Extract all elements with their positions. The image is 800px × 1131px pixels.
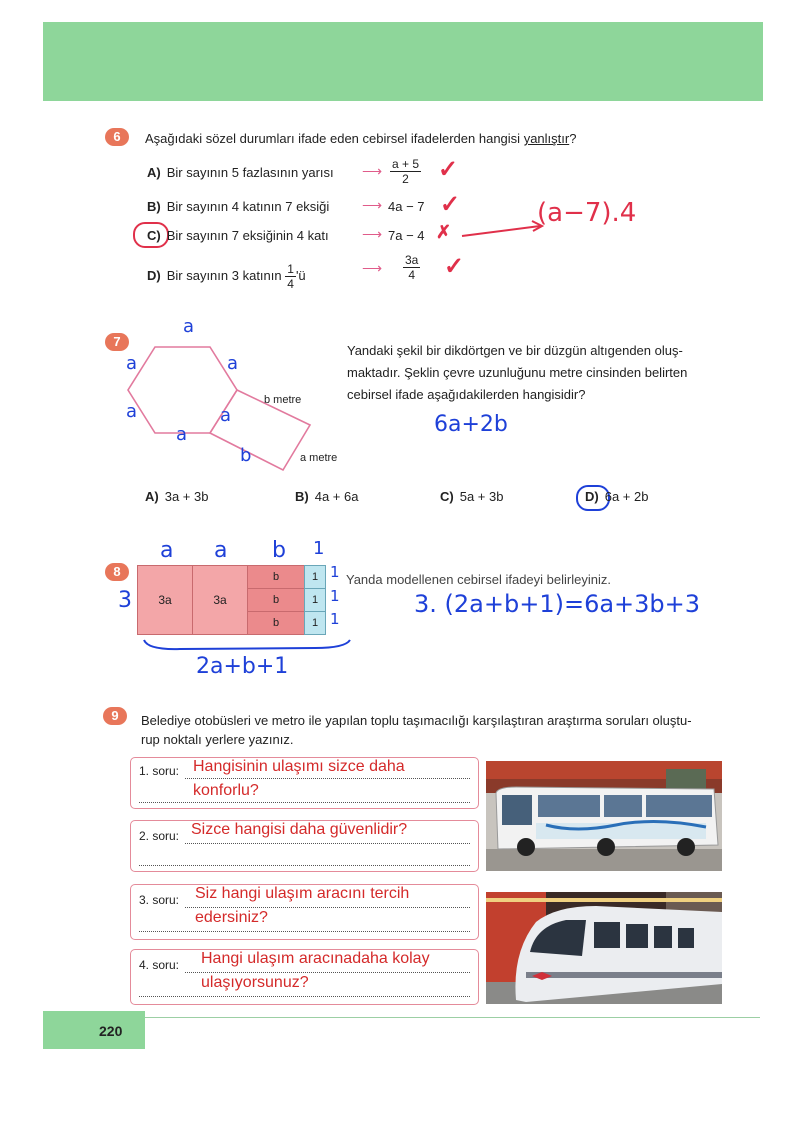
question-6-qmark: ?	[569, 131, 577, 146]
q6-a-expression	[390, 157, 421, 186]
check-icon: ✓	[444, 253, 465, 280]
cross-icon: ✗	[436, 222, 452, 242]
soru-answer-line-2: konforlu?	[193, 782, 259, 799]
q7-hand-answer: 6a+2b	[434, 412, 508, 437]
soru-answer-line-2: edersiniz?	[195, 909, 268, 926]
soru-answer-line-1: Hangisinin ulaşımı sizce daha	[193, 758, 405, 775]
dotted-line	[185, 843, 470, 844]
question-6-emphasis: yanlıştır	[523, 131, 570, 146]
frac-numerator: 1	[287, 262, 294, 276]
question-6-text	[145, 131, 576, 146]
tile-b: b	[247, 588, 305, 612]
option-text: Bir sayının 3 katının	[166, 267, 282, 283]
q6-option-c	[147, 228, 329, 243]
hand-label: a	[220, 405, 232, 426]
hand-right-label: 1	[330, 587, 340, 605]
q7-option-c	[440, 489, 503, 504]
soru-box-2[interactable]	[130, 820, 479, 872]
option-letter: A)	[147, 165, 161, 180]
option-letter: C)	[440, 489, 454, 504]
soru-label: 2. soru:	[139, 829, 180, 843]
tile-1: 1	[304, 611, 326, 635]
question-9-text	[141, 711, 741, 749]
text-line: maktadır. Şeklin çevre uzunluğunu metre cinsinden belirten	[347, 365, 688, 380]
frac-denominator: 4	[287, 277, 294, 291]
hand-top-label: a	[160, 538, 174, 563]
soru-box-3[interactable]	[130, 884, 479, 940]
hand-top-label: b	[272, 538, 286, 563]
soru-box-1[interactable]	[130, 757, 479, 809]
dotted-line	[139, 802, 470, 803]
hand-bottom-label: 2a+b+1	[196, 654, 289, 679]
option-letter: B)	[295, 489, 309, 504]
hand-label: a	[183, 316, 195, 337]
question-7-badge: 7	[105, 333, 129, 351]
dotted-line	[139, 865, 470, 866]
option-letter: C)	[147, 228, 161, 243]
frac-denominator: 4	[408, 268, 416, 282]
soru-answer-line-2: ulaşıyorsunuz?	[201, 974, 309, 991]
soru-answer-line-1: Hangi ulaşım aracınadaha kolay	[201, 950, 430, 967]
soru-answer-line-1: Sizce hangisi daha güvenlidir?	[191, 821, 408, 838]
option-text: 3a + 3b	[164, 489, 209, 504]
tile-b: b	[247, 565, 305, 589]
q6-d-expression	[403, 253, 420, 282]
question-9-badge: 9	[103, 707, 127, 725]
option-letter: D)	[147, 267, 161, 283]
q6-option-d	[147, 262, 306, 291]
page-number: 220	[99, 1023, 123, 1039]
q8-hand-answer: 3. (2a+b+1)=6a+3b+3	[414, 590, 701, 618]
question-8-badge: 8	[105, 563, 129, 581]
hand-top-label: a	[214, 538, 228, 563]
option-letter: A)	[145, 489, 159, 504]
option-suffix: 'ü	[295, 267, 306, 283]
q7-option-d	[585, 489, 648, 504]
soru-label: 1. soru:	[139, 764, 180, 778]
text-line: cebirsel ifade aşağıdakilerden hangisidir?	[347, 387, 586, 402]
check-icon: ✓	[440, 191, 461, 218]
hand-top-label: 1	[313, 538, 325, 559]
hand-right-label: 1	[330, 610, 340, 628]
option-text: 5a + 3b	[459, 489, 504, 504]
bus-photo	[486, 761, 722, 871]
option-text: Bir sayının 7 eksiğinin 4 katı	[166, 228, 329, 243]
footer-rule	[145, 1017, 760, 1018]
hand-side-label: 3	[118, 588, 132, 613]
arrow-icon: ⟶	[362, 163, 383, 179]
soru-label: 4. soru:	[139, 958, 180, 972]
question-6-prompt: Aşağıdaki sözel durumları ifade eden cebirsel ifadelerden hangisi	[145, 131, 521, 146]
dotted-line	[139, 996, 470, 997]
q6-option-a	[147, 165, 334, 180]
q7-option-b	[295, 489, 358, 504]
text-line: rup noktalı yerlere yazınız.	[141, 732, 294, 747]
question-7-text	[347, 340, 727, 406]
check-icon: ✓	[438, 156, 459, 183]
tile-1: 1	[304, 565, 326, 589]
dotted-line	[185, 972, 470, 973]
q6-correction: (a−7).4	[537, 198, 637, 228]
soru-answer-line-1: Siz hangi ulaşım aracını tercih	[195, 885, 410, 902]
q6-b-expression: 4a − 7	[388, 199, 425, 214]
dotted-line	[185, 907, 470, 908]
option-text: Bir sayının 5 fazlasının yarısı	[166, 165, 334, 180]
option-text: Bir sayının 4 katının 7 eksiği	[166, 199, 330, 214]
q7-option-a	[145, 489, 208, 504]
tile-1: 1	[304, 588, 326, 612]
option-letter: B)	[147, 199, 161, 214]
option-text: 6a + 2b	[604, 489, 649, 504]
option-text: 4a + 6a	[314, 489, 359, 504]
arrow-icon: ⟶	[362, 260, 383, 276]
question-8-text: Yanda modellenen cebirsel ifadeyi belirleyiniz.	[346, 572, 611, 587]
q6-option-b	[147, 199, 329, 214]
algebra-tile-model	[137, 565, 327, 635]
text-line: Belediye otobüsleri ve metro ile yapılan toplu taşımacılığı karşılaştıran araştırma soruları oluştu-	[141, 713, 692, 728]
arrow-icon: ⟶	[362, 226, 383, 242]
hand-label: b	[240, 445, 252, 466]
tile-3a: 3a	[192, 565, 248, 635]
frac-numerator: a + 5	[392, 157, 420, 171]
frac-numerator: 3a	[405, 253, 419, 267]
metro-photo	[486, 892, 722, 1004]
hand-right-label: 1	[330, 563, 340, 581]
option-letter: D)	[585, 489, 599, 504]
hand-label: a	[227, 353, 239, 374]
soru-box-4[interactable]	[130, 949, 479, 1005]
tile-b: b	[247, 611, 305, 635]
dotted-line	[185, 778, 470, 779]
label-a-metre: a metre	[300, 452, 338, 464]
header-bar	[43, 22, 763, 101]
fraction	[285, 262, 296, 291]
frac-denominator: 2	[402, 172, 409, 186]
label-b-metre: b metre	[264, 394, 302, 406]
dotted-line	[139, 931, 470, 932]
soru-label: 3. soru:	[139, 893, 180, 907]
text-line: Yandaki şekil bir dikdörtgen ve bir düzgün altıgenden oluş-	[347, 343, 683, 358]
q6-c-expression: 7a − 4	[388, 228, 425, 243]
arrow-icon: ⟶	[362, 197, 383, 213]
page-number-tab	[43, 1011, 145, 1049]
question-6-badge: 6	[105, 128, 129, 146]
tile-3a: 3a	[137, 565, 193, 635]
hand-label: a	[176, 424, 188, 445]
hand-label: a	[126, 353, 138, 374]
hand-label: a	[126, 401, 138, 422]
